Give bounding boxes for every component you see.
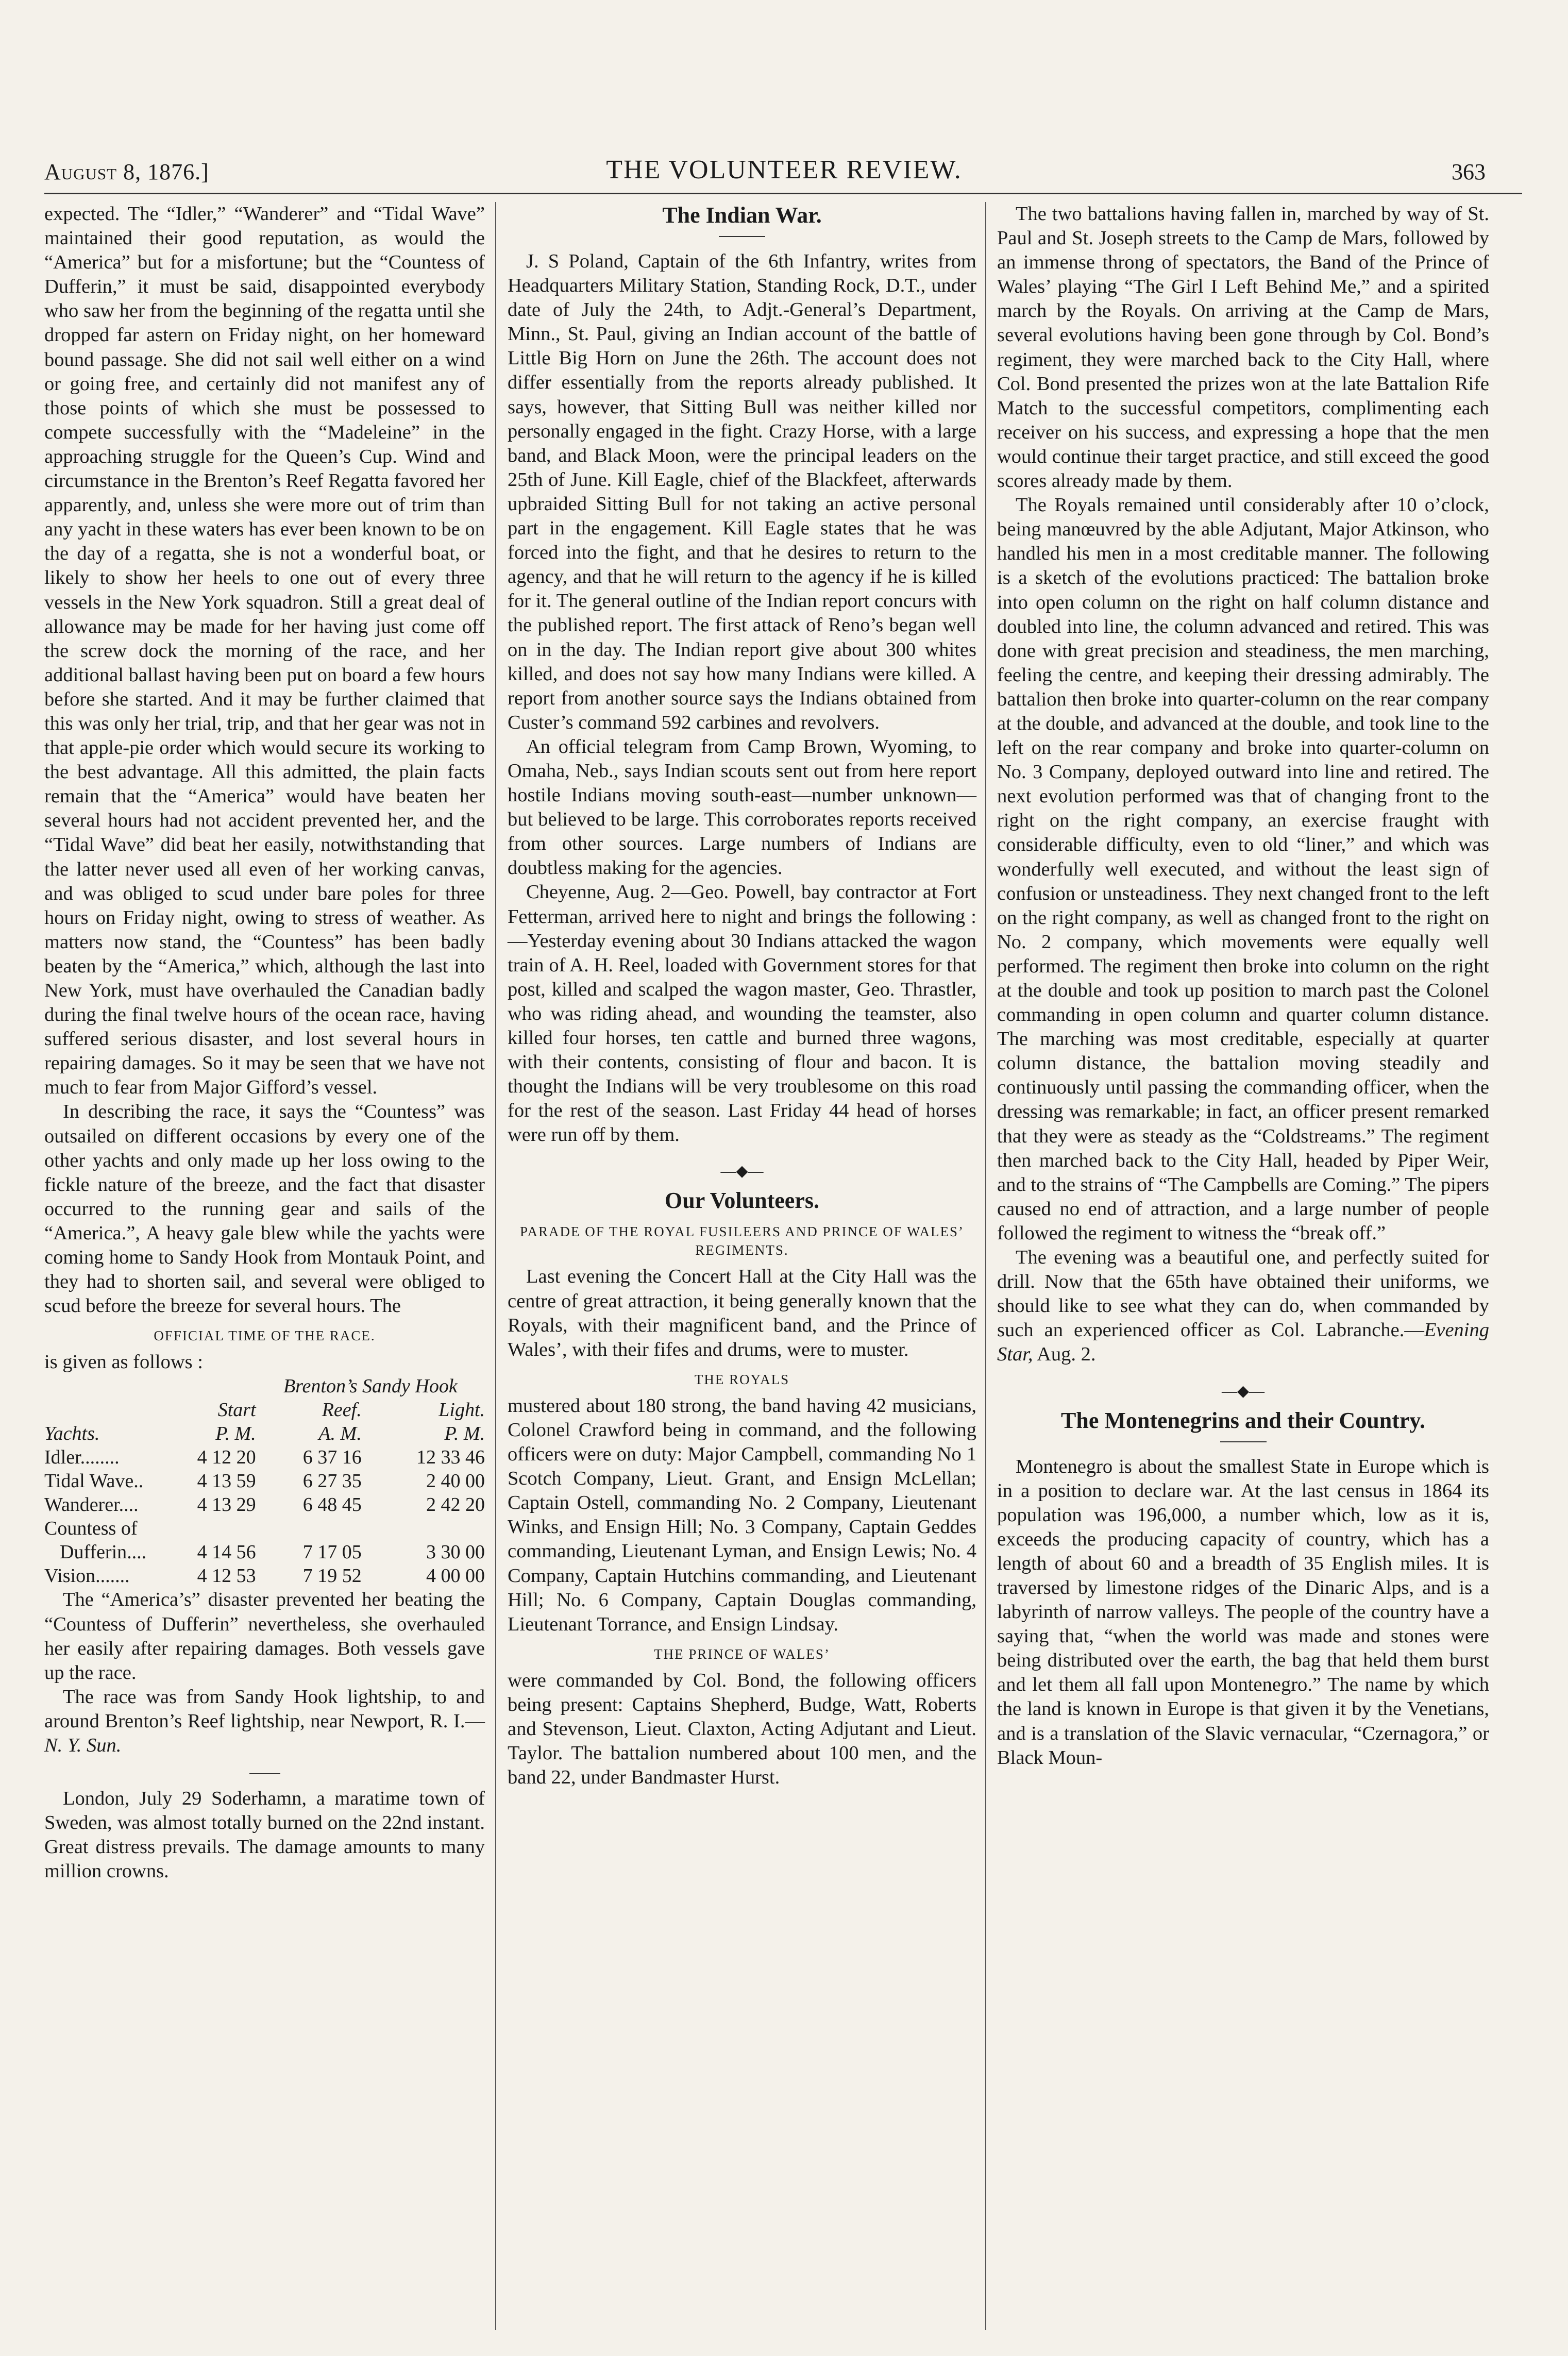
table-cell — [362, 1517, 485, 1540]
source-credit: Evening Star, — [997, 1319, 1489, 1366]
indian-war-paragraph: An official telegram from Camp Brown, Wyoming, to Omaha, Neb., says Indian scouts sent out from here report hostile Indians moving south-east—number unknown—but believed to be large. This corroborates reports received from other sources. Large numbers of Indians are doubtless making for the agencies. — [508, 735, 976, 879]
table-row — [44, 1493, 485, 1517]
table-cell: 6 48 45 — [302, 1494, 362, 1516]
column-subheader: P. M. — [215, 1423, 256, 1445]
table-cell: 6 27 35 — [302, 1470, 362, 1492]
table-row — [44, 1445, 485, 1469]
table-cell — [179, 1517, 256, 1540]
table-subheader-row — [44, 1422, 485, 1445]
table-cell: 4 14 56 — [197, 1541, 256, 1563]
indian-war-paragraph: J. S Poland, Captain of the 6th Infantry, writes from Headquarters Military Station, Standing Rock, D.T., under date of July the 24th, to Adjt.-General’s Department, Minn., St. Paul, giving an Indian account of the battle of Little Big Horn on June the 26th. The account does not differ essentially from the reports already published. It says, however, that Sitting Bull was neither killed nor personally engaged in the fight. Crazy Horse, with a large band, and Black Moon, were the principal leaders on the 25th of June. Kill Eagle, chief of the Blackfeet, afterwards upbraided Sitting Bull for not taking an active personal part in the engagement. Kill Eagle states that he was forced into the fight, and that he desires to return to the agency, and that he will return to the agency if he is killed for it. The general outline of the Indian report concurs with the published report. The first attack of Reno’s began well on in the day. The Indian report give about 300 whites killed, and does not say how many Indians were killed. A report from another source says the Indians obtained from Custer’s command 592 carbines and revolvers. — [508, 250, 976, 733]
yacht-article-paragraph — [44, 1685, 485, 1758]
table-cell: 7 19 52 — [302, 1565, 362, 1587]
column-header: Reef. — [322, 1399, 362, 1421]
race-course-text: The race was from Sandy Hook lightship, to and around Brenton’s Reef lightship, near Newport, R. I.— — [44, 1686, 485, 1732]
column-subheader: A. M. — [318, 1423, 362, 1445]
table-row — [44, 1517, 485, 1540]
issue-date: August 8, 1876.] — [44, 159, 209, 184]
volunteers-paragraph: mustered about 180 strong, the band having 42 musicians, Colonel Crawford being in command, and the following officers were on duty: Major Campbell, commanding No 1 Scotch Company, Lieut. Grant, and Ensign McLellan; Captain Ostell, commanding No. 2 Company, Lieutenant Winks, and Ensign Hill; No. 3 Company, Captain Geddes commanding, Lieutenant Lyman, and Ensign Lewis; No. 4 Company, Captain Hutchins commanding, and Lieutenant Hill; No. 6 Company, Captain Douglas commanding, Lieutenant Torrance, and Ensign Lindsay. — [508, 1394, 976, 1635]
our-volunteers-subtitle: PARADE OF THE ROYAL FUSILEERS AND PRINCE OF WALES’ REGIMENTS. — [519, 1224, 965, 1258]
yacht-article-paragraph: The “America’s” disaster prevented her beating the “Countess of Dufferin” nevertheless, she overhauled her easily after repairing damages. Both vessels gave up the race. — [44, 1589, 485, 1684]
table-cell: 2 42 20 — [426, 1494, 485, 1516]
yacht-article-paragraph: expected. The “Idler,” “Wanderer” and “Tidal Wave” maintained their good reputation, as would the “America” but for a misfortune; but the “Countess of Dufferin,” it must be said, disappointed everybody who saw her from the beginning of the regatta until she dropped far astern on Friday night, on her homeward bound passage. She did not sail well either on a wind or going free, and certainly did not manifest any of those points of which she must be possessed to compete successfully with the “Madeleine” in the approaching struggle for the Queen’s Cup. Wind and circumstance in the Brenton’s Reef Regatta favored her apparently, and, unless she were more out of trim than any yacht in these waters has ever been known to be on the day of a regatta, she is not a wonderful boat, or likely to show her heels to one out of every three vessels in the New York squadron. Still a great deal of allowance may be made for her having just come off the screw dock the morning of the race, and her additional ballast having been put on board a few hours before she started. And it may be further claimed that this was only her trial, trip, and that her gear was not in that apple-pie order which would secure its working to the best advantage. All this admitted, the plain facts remain that the “America” would have beaten her several hours had not accident prevented her, and the “Tidal Wave” did beat her easily, notwithstanding that the latter never used all even of her working canvas, and was obliged to scud under bare poles for three hours on Friday night, owing to stress of weather. As matters now stand, the “Countess” has been badly beaten by the “America,” which, although the last into New York, must have overhauled the Canadian badly during the final twelve hours of the ocean race, having suffered serious disaster, and lost several hours in repairing damages. So it may be seen that we have not much to fear from Major Gifford’s vessel. — [44, 203, 485, 1099]
table-cell: 7 17 05 — [302, 1541, 362, 1563]
royals-heading: THE ROYALS — [694, 1371, 790, 1387]
table-cell: 4 12 53 — [197, 1565, 256, 1587]
table-cell: 4 13 59 — [197, 1470, 256, 1492]
yacht-article-paragraph: In describing the race, it says the “Countess” was outsailed on different occasions by every one of the other yachts and only made up her loss owing to the fickle nature of the breeze, and the fact that disaster occurred to the running gear and sails of the “America.”, A heavy gale blew while the yachts were coming home to Sandy Hook from Montauk Point, and they had to shorten sail, and several were obliged to scud before the breeze for several hours. The — [44, 1101, 485, 1317]
header-rule — [44, 193, 1522, 194]
section-separator: —◆— — [720, 1163, 764, 1180]
race-results-table — [44, 1374, 485, 1588]
news-item-paragraph: London, July 29 Soderhamn, a maratime town of Sweden, was almost totally burned on the 22nd instant. Great distress prevails. The damage amounts to many million crowns. — [44, 1788, 485, 1882]
table-cell: 12 33 46 — [416, 1446, 485, 1469]
publication-title: THE VOLUNTEER REVIEW. — [606, 155, 962, 184]
table-cell: 4 13 29 — [197, 1494, 256, 1516]
title-rule — [719, 236, 765, 237]
source-date: Aug. 2. — [1033, 1343, 1096, 1366]
table-cell: Tidal Wave.. — [44, 1470, 144, 1492]
table-cell: 4 00 00 — [426, 1565, 485, 1587]
column-header: Start — [217, 1399, 256, 1421]
table-row — [44, 1540, 485, 1564]
montenegro-paragraph: Montenegro is about the smallest State in Europe which is in a position to declare war. At the last census in 1864 its population was 196,000, a number which, low as it is, exceeds the producing capacity of country, which has a length of about 60 and a breadth of 35 English miles. It is traversed by limestone ridges of the Dinaric Alps, and is a labyrinth of narrow valleys. The people of the country have a saying that, “when the world was made and stones were being distributed over the earth, the bag that held them burst and let them all fall upon Montenegro.” The name by which the land is known in Europe is that given it by the Venetians, and is a translation of the Slavic vernacular, “Czernagora,” or Black Moun- — [997, 1455, 1489, 1769]
indian-war-title: The Indian War. — [662, 203, 822, 228]
column-3 — [997, 202, 1489, 1770]
volunteers-paragraph: Last evening the Concert Hall at the City Hall was the centre of great attraction, it being generally known that the Royals, with their magnificent band, and the Prince of Wales’, with their fifes and drums, were to muster. — [508, 1266, 976, 1360]
volunteers-paragraph: The Royals remained until considerably after 10 o’clock, being manœuvred by the able Adjutant, Major Atkinson, who handled his men in a most creditable manner. The following is a sketch of the evolutions practiced: The battalion broke into open column on the right on half column distance and doubled into line, the column advanced and retired. This was done with great precision and steadiness, the men marching, feeling the centre, and keeping their dressing admirably. The battalion then broke into quarter-column on the rear company at the double, and advanced at the double, and took line to the left on the rear company and broke into quarter-column on No. 3 Company, deployed outward into line and retired. The next evolution performed was that of changing front to the right on the right company, an exercise fraught with considerable difficulty, even to old “liner,” and which was wonderfully well executed, and without the least sign of confusion or unsteadiness. They next changed front to the left on the right company, as well as changed front to the right on No. 2 company, which movements were equally well performed. The regiment then broke into column on the right at the double and took up position to march past the Colonel commanding in open column and quarter column distance. The marching was most creditable, especially at quarter column distance, the battalion moving steadily and continuously until passing the commanding officer, when the dressing was remarkable; in fact, an officer present remarked that they were as steady as the “Coldstreams.” The regiment then marched back to the City Hall, headed by Piper Weir, and to the strains of “The Campbells are Coming.” The pipers caused no end of attraction, and a large number of people followed the regiment to witness the “break off.” — [997, 494, 1489, 1244]
page-number: 363 — [1452, 159, 1486, 184]
montenegrins-title: The Montenegrins and their Country. — [1061, 1407, 1425, 1433]
table-cell: 3 30 00 — [426, 1541, 485, 1563]
table-cell: Dufferin.... — [60, 1541, 147, 1563]
column-2 — [508, 202, 976, 1790]
table-group-header: Brenton’s Sandy Hook — [283, 1375, 458, 1398]
table-cell: 4 12 20 — [197, 1446, 256, 1469]
prince-of-wales-heading: THE PRINCE OF WALES’ — [654, 1646, 830, 1662]
table-cell: Wanderer.... — [44, 1494, 139, 1516]
section-separator: —◆— — [1221, 1382, 1265, 1400]
table-header-row — [44, 1398, 485, 1422]
spacer — [44, 1758, 485, 1769]
source-credit: N. Y. Sun. — [44, 1734, 122, 1756]
table-group-header-row — [44, 1374, 485, 1398]
column-divider-2 — [985, 202, 986, 2330]
table-cell: Countess of — [44, 1518, 138, 1540]
page-header — [0, 155, 1568, 191]
our-volunteers-title: Our Volunteers. — [665, 1188, 819, 1214]
table-row — [44, 1469, 485, 1493]
indian-war-paragraph: Cheyenne, Aug. 2—Geo. Powell, bay contractor at Fort Fetterman, arrived here to night and brings the following :—Yesterday evening about 30 Indians attacked the wagon train of A. H. Reel, loaded with Government stores for that post, killed and scalped the wagon master, Geo. Thrastler, who was riding ahead, and wounding the teamster, also killed four horses, ten cattle and burned three wagons, with their contents, consisting of flour and bacon. It is thought the Indians will be very troublesome on this road for the rest of the season. Last Friday 44 head of horses were run off by them. — [508, 881, 976, 1146]
official-time-heading: OFFICIAL TIME OF THE RACE. — [154, 1328, 376, 1344]
table-cell — [256, 1517, 362, 1540]
column-subheader: P. M. — [444, 1423, 485, 1445]
title-rule — [1220, 1441, 1267, 1442]
table-cell: Vision....... — [44, 1565, 130, 1587]
column-subheader: Yachts. — [44, 1423, 100, 1445]
column-divider-1 — [495, 202, 496, 2330]
column-1 — [44, 202, 485, 1883]
table-cell: 6 37 16 — [302, 1446, 362, 1469]
column-header: Light. — [439, 1399, 485, 1421]
volunteers-paragraph: The two battalions having fallen in, marched by way of St. Paul and St. Joseph streets to the Camp de Mars, followed by an immense throng of spectators, the Band of the Prince of Wales’ playing “The Girl I Left Behind Me,” and a spirited march by the Royals. On arriving at the Camp de Mars, several evolutions having been gone through by Col. Bond’s regiment, they were marched back to the City Hall, where Col. Bond presented the prizes won at the late Battalion Rife Match to the successful competitors, complimenting each receiver on his success, and expressing a hope that the men would continue their target practice, and still exceed the good scores already made by them. — [997, 203, 1489, 492]
table-row — [44, 1564, 485, 1588]
separator-rule — [249, 1773, 280, 1774]
closing-text: The evening was a beautiful one, and perfectly suited for drill. Now that the 65th have obtained their uniforms, we should like to see what they can do, when commanded by such an experienced officer as Col. Labranche.— — [997, 1247, 1489, 1341]
given-as-follows: is given as follows : — [44, 1351, 203, 1373]
volunteers-paragraph: were commanded by Col. Bond, the following officers being present: Captains Shepherd, Budge, Watt, Roberts and Stevenson, Lieut. Claxton, Acting Adjutant and Lieut. Taylor. The battalion numbered about 100 men, and the band 22, under Bandmaster Hurst. — [508, 1669, 976, 1789]
volunteers-paragraph — [997, 1246, 1489, 1367]
table-cell: Idler........ — [44, 1446, 120, 1469]
table-cell: 2 40 00 — [426, 1470, 485, 1492]
